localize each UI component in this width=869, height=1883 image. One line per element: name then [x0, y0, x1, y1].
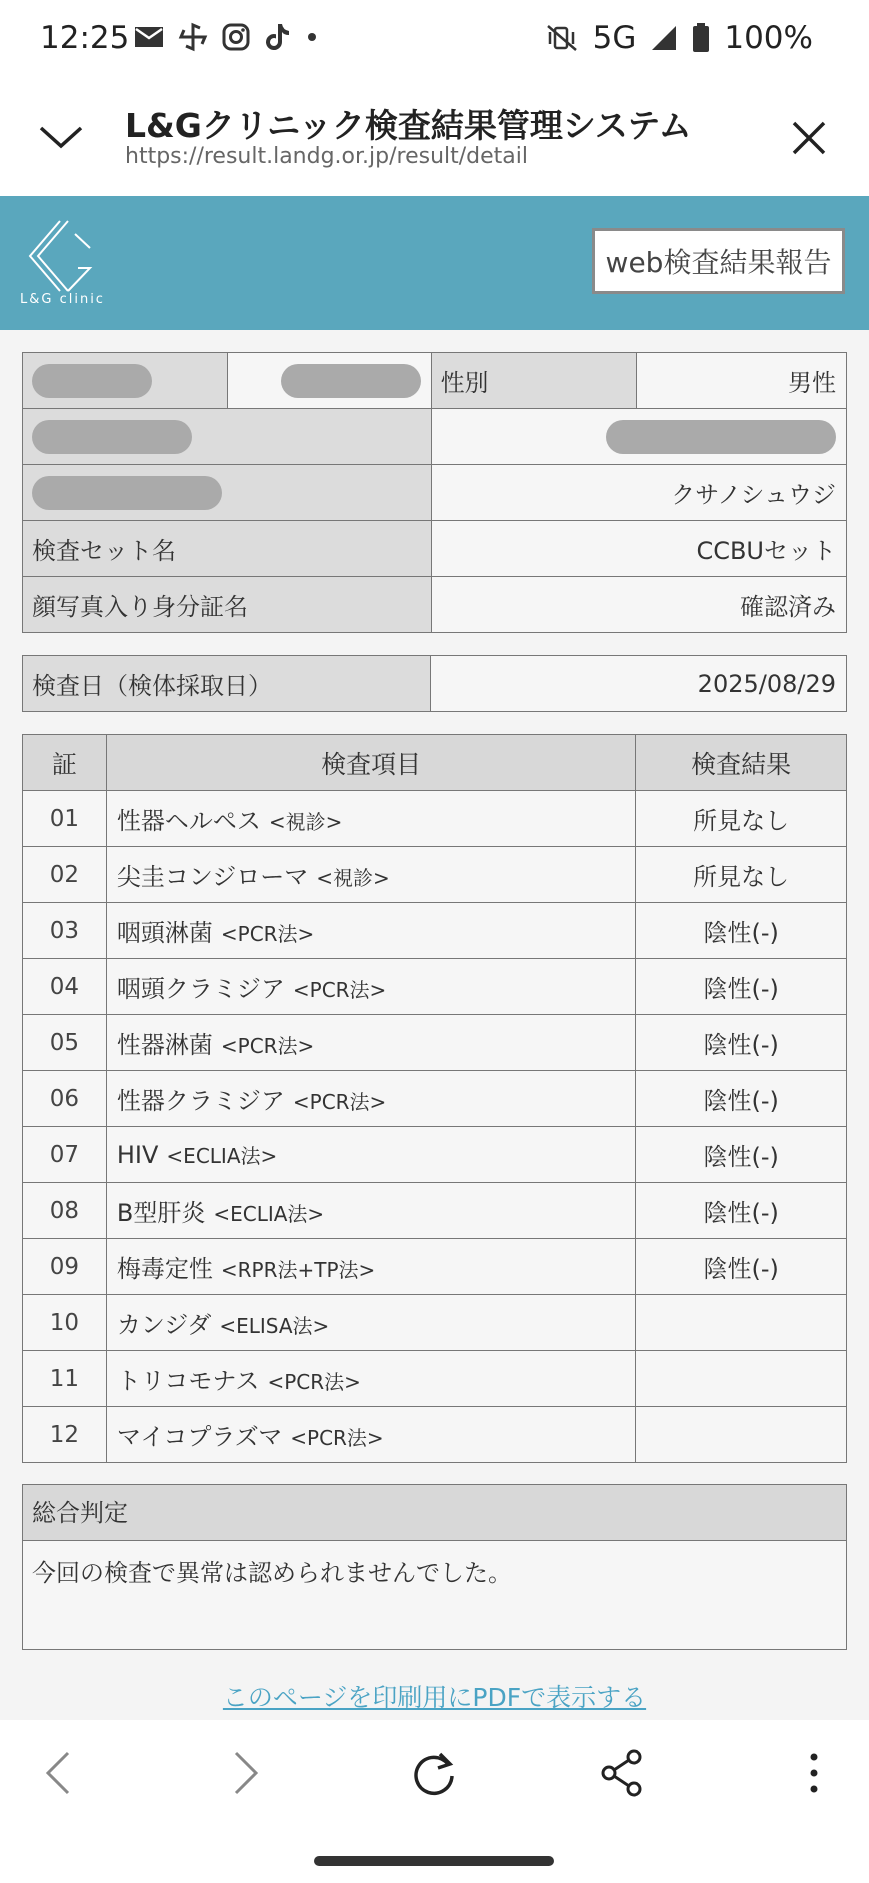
- table-row: [23, 1015, 847, 1071]
- test-item-method: <PCR法>: [290, 1426, 384, 1450]
- row-number: 04: [23, 959, 107, 1015]
- page-title: L&Gクリニック検査結果管理システム: [125, 106, 692, 145]
- test-item-name: 性器クラミジア: [116, 1087, 285, 1115]
- redaction-blur: [32, 420, 192, 454]
- test-item-method: <RPR法+TP法>: [220, 1258, 376, 1282]
- home-indicator[interactable]: [314, 1856, 554, 1866]
- id-value: 確認済み: [431, 577, 846, 633]
- row-number: 10: [23, 1295, 107, 1351]
- pdf-link[interactable]: このページを印刷用にPDFで表示する: [222, 1683, 647, 1712]
- test-item: [106, 847, 635, 903]
- redacted-cell: [23, 353, 228, 409]
- table-row: [23, 1407, 847, 1463]
- gender-label: 性別: [431, 353, 637, 409]
- test-item-method: <PCR法>: [267, 1370, 361, 1394]
- test-item: [106, 959, 635, 1015]
- instagram-icon: [222, 23, 250, 51]
- table-row: [23, 1071, 847, 1127]
- column-header-no: 証: [23, 735, 107, 791]
- summary-text: 今回の検査で異常は認められませんでした。: [32, 1559, 512, 1587]
- status-time: 12:25: [40, 20, 130, 56]
- redacted-cell: [227, 353, 431, 409]
- tiktok-icon: [264, 22, 292, 52]
- redacted-cell: [23, 465, 432, 521]
- row-number: 09: [23, 1239, 107, 1295]
- test-set-label: 検査セット名: [23, 521, 432, 577]
- test-result: 陰性(-): [636, 1015, 847, 1071]
- test-item-name: 性器淋菌: [116, 1031, 213, 1059]
- gender-value: 男性: [637, 353, 847, 409]
- test-result: 所見なし: [636, 791, 847, 847]
- reload-icon[interactable]: [410, 1748, 458, 1798]
- table-row: [23, 1183, 847, 1239]
- test-result: 陰性(-): [636, 1127, 847, 1183]
- mute-vibrate-icon: [545, 23, 579, 53]
- table-row: [23, 1351, 847, 1407]
- pinwheel-icon: [178, 22, 208, 52]
- battery-label: 100%: [724, 20, 813, 56]
- test-set-value: CCBUセット: [431, 521, 846, 577]
- test-item-name: B型肝炎: [116, 1199, 206, 1227]
- web-report-button[interactable]: web検査結果報告: [592, 228, 845, 294]
- test-item-name: マイコプラズマ: [116, 1423, 283, 1451]
- test-item-method: <PCR法>: [292, 978, 387, 1002]
- signal-icon: [650, 24, 678, 52]
- site-banner: [0, 196, 869, 330]
- kana-name-value: クサノシュウジ: [431, 465, 846, 521]
- table-row: [23, 1239, 847, 1295]
- test-item-method: <ECLIA法>: [213, 1202, 325, 1226]
- test-item-name: 咽頭クラミジア: [116, 975, 285, 1003]
- test-date-value: 2025/08/29: [431, 656, 847, 712]
- test-result: 所見なし: [636, 847, 847, 903]
- test-result: 陰性(-): [636, 959, 847, 1015]
- test-item-method: <PCR法>: [292, 1090, 387, 1114]
- test-item-method: <ECLIA法>: [166, 1144, 278, 1168]
- test-item-method: <PCR法>: [220, 922, 315, 946]
- column-header-result: 検査結果: [636, 735, 847, 791]
- test-result: [636, 1407, 847, 1463]
- test-item-name: カンジダ: [116, 1311, 212, 1339]
- summary-box: [22, 1484, 847, 1650]
- test-item-method: <視診>: [268, 810, 343, 834]
- row-number: 12: [23, 1407, 107, 1463]
- close-icon[interactable]: [789, 118, 829, 158]
- custom-tab-header: [0, 78, 869, 196]
- results-body: [23, 791, 847, 1463]
- redacted-cell: [23, 409, 432, 465]
- table-row: [23, 791, 847, 847]
- test-item: [106, 1407, 635, 1463]
- test-item: [106, 1351, 635, 1407]
- forward-icon[interactable]: [228, 1748, 264, 1798]
- row-number: 02: [23, 847, 107, 903]
- test-item-method: <視診>: [316, 866, 390, 890]
- test-date-table: [22, 655, 847, 712]
- test-item-name: HIV: [116, 1141, 159, 1169]
- test-item-method: <ELISA法>: [219, 1314, 330, 1338]
- row-number: 07: [23, 1127, 107, 1183]
- chevron-down-icon[interactable]: [36, 116, 86, 156]
- test-item: [106, 1071, 635, 1127]
- test-result: 陰性(-): [636, 903, 847, 959]
- test-date-label: 検査日（検体採取日）: [23, 656, 431, 712]
- share-icon[interactable]: [600, 1748, 644, 1798]
- bottom-nav: [0, 1720, 869, 1883]
- test-item-name: 梅毒定性: [116, 1255, 213, 1283]
- test-result: 陰性(-): [636, 1239, 847, 1295]
- test-result: 陰性(-): [636, 1183, 847, 1239]
- table-row: [23, 847, 847, 903]
- test-item-name: トリコモナス: [116, 1367, 260, 1395]
- back-icon[interactable]: [40, 1748, 76, 1798]
- redaction-blur: [606, 420, 836, 454]
- logo-text: L&G clinic: [20, 292, 105, 307]
- main-content: [0, 330, 869, 1720]
- page-url: https://result.landg.or.jp/result/detail: [125, 144, 529, 169]
- test-item: [106, 1239, 635, 1295]
- table-row: [23, 1127, 847, 1183]
- column-header-item: 検査項目: [106, 735, 635, 791]
- redaction-blur: [281, 364, 421, 398]
- more-icon[interactable]: [804, 1748, 824, 1798]
- test-item: [106, 903, 635, 959]
- redacted-cell: [431, 409, 846, 465]
- test-item: [106, 1127, 635, 1183]
- row-number: 05: [23, 1015, 107, 1071]
- id-label: 顔写真入り身分証名: [23, 577, 432, 633]
- results-table: [22, 734, 847, 1463]
- test-result: [636, 1295, 847, 1351]
- dot-icon: [306, 31, 318, 43]
- test-result: 陰性(-): [636, 1071, 847, 1127]
- test-item-name: 性器ヘルペス: [116, 807, 261, 835]
- row-number: 03: [23, 903, 107, 959]
- test-item: [106, 1015, 635, 1071]
- row-number: 08: [23, 1183, 107, 1239]
- table-row: [23, 903, 847, 959]
- patient-info-table: [22, 352, 847, 633]
- test-item: [106, 1295, 635, 1351]
- row-number: 06: [23, 1071, 107, 1127]
- test-item-name: 咽頭淋菌: [116, 919, 213, 947]
- battery-icon: [692, 23, 710, 53]
- mail-icon: [134, 25, 164, 49]
- status-bar: [0, 0, 869, 78]
- test-item-method: <PCR法>: [220, 1034, 315, 1058]
- row-number: 01: [23, 791, 107, 847]
- table-row: [23, 1295, 847, 1351]
- redaction-blur: [32, 476, 222, 510]
- network-label: 5G: [592, 20, 637, 56]
- summary-label: 総合判定: [23, 1485, 846, 1541]
- test-item: [106, 791, 635, 847]
- test-item-name: 尖圭コンジローマ: [116, 863, 309, 891]
- table-row: [23, 959, 847, 1015]
- redaction-blur: [32, 364, 152, 398]
- test-result: [636, 1351, 847, 1407]
- test-item: [106, 1183, 635, 1239]
- row-number: 11: [23, 1351, 107, 1407]
